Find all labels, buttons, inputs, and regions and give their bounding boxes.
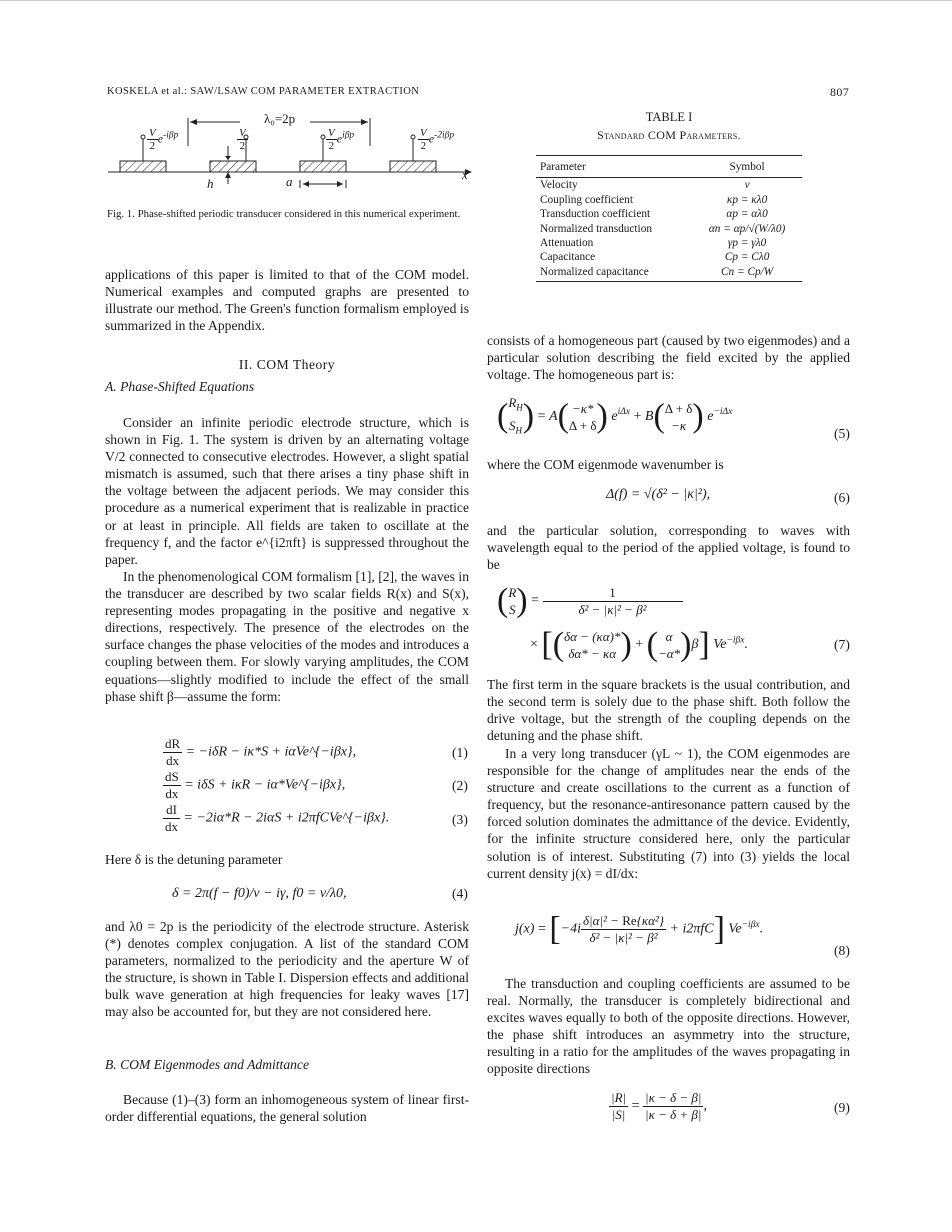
page-number: 807 — [830, 85, 850, 99]
col-header-symbol: Symbol — [729, 161, 765, 173]
right-paragraph-transduction: The transduction and coupling coefficients are assumed to be real. Normally, the transducer is completely bidirectional and excites waves equally to both of the opposite directions. However, the phase shift introduces an asymmetry into the structure, resulting in a ratio for the amplitudes of the waves propagating in opposite directions — [487, 976, 850, 1077]
paragraph-periodicity: and λ0 = 2p is the periodicity of the electrode structure. Asterisk (*) denotes complex conjugation. A list of the standard COM parameters, normalized to the periodicity and the aperture W of the structure, is shown in Table I. Dispersion effects and additional bulk wave generation at high frequencies for leaky waves [17] may also be accounted for, but they are not considered here. — [105, 919, 469, 1020]
electrode-1 — [120, 161, 166, 172]
table-row: Velocity v — [540, 179, 750, 192]
a-label: a — [286, 174, 293, 189]
subsection-b-heading: B. COM Eigenmodes and Admittance — [105, 1057, 309, 1072]
right-paragraph-eigenmode: where the COM eigenmode wavenumber is — [487, 457, 724, 472]
paragraph-detuning: Here δ is the detuning parameter — [105, 852, 283, 867]
voltage-label-2: $\frac{V}{2}$ — [239, 127, 246, 152]
equation-7-number: (7) — [834, 637, 850, 652]
equation-5: ($R_H$ $S_H) = A( -\kappa*$ Δ + δ) $e^{i\Delta x} + B(\Delta + \delta$ −κ ) $e^{-i\Delta x}$ — [497, 395, 733, 436]
equation-7-line-2: × [(δα − (κα)* δα* − κα ) + ( α −α*)β] $Ve^{-i\beta x}$. — [530, 626, 748, 663]
equation-8: j(x) = [−4i $\frac{\text{δ|α|² − Re\{κα²\}}}{\text{δ² − |κ|² − β²}}$ + i2πfC] $Ve^{-i\beta x}$. — [515, 910, 764, 948]
section-heading: II. COM Theory — [238, 357, 336, 372]
table-subtitle: Standard COM Parameters. — [597, 128, 741, 142]
equation-6-number: (6) — [834, 490, 850, 505]
equation-4: δ = 2π(f − f0)/v − iγ, f0 = v/λ0, — [172, 886, 347, 901]
top-rule — [0, 0, 952, 1]
lambda-label: λ₀=2p — [264, 111, 296, 126]
paragraph-general-solution: Because (1)–(3) form an inhomogeneous system of linear first-order differential equations, the general solution — [105, 1092, 469, 1125]
subsection-a-heading: A. Phase-Shifted Equations — [105, 379, 255, 394]
h-label: h — [207, 176, 214, 191]
equation-8-number: (8) — [834, 943, 850, 958]
equation-4-number: (4) — [452, 886, 468, 901]
equation-2-number: (2) — [452, 778, 468, 793]
equation-3-number: (3) — [452, 812, 468, 827]
right-paragraph-first-term: The first term in the square brackets is the usual contribution, and the second term is solely due to the phase shift. Both follow the drive voltage, but the strength of the coupling depends on the detuning and the phase shift. — [487, 677, 850, 744]
equation-6: Δ(f) = √(δ² − |κ|²), — [606, 487, 711, 502]
paragraph-phase-shift: Consider an infinite periodic electrode structure, which is shown in Fig. 1. The system is driven by an alternating voltage V/2 connected to consecutive electrodes. However, a slight spatial mismatch is assumed, such that there arises a tiny phase shift in the voltage between the adjacent periods. We may consider this procedure as a numerical experiment that is realizable in practice or at least in principle. All fields are taken to oscillate at the frequency f, and the factor e^{i2πft} is suppressed throughout the paper. — [105, 415, 469, 567]
equation-2: $\frac{dS}{dx}$ = iδS + iκR − iα*Ve^{−iβx}, — [165, 769, 346, 801]
figure-caption: Fig. 1. Phase-shifted periodic transducer considered in this numerical experiment. — [107, 208, 461, 220]
electrode-2 — [210, 161, 256, 172]
table-row: Capacitance Cp = Cλ0 — [540, 251, 770, 264]
table-title: TABLE I — [645, 110, 693, 124]
table-row: Coupling coefficient κp = κλ0 — [540, 193, 768, 206]
electrode-4 — [390, 161, 436, 172]
equation-1: $\frac{dR}{dx}$ = −iδR − iκ*S + iαVe^{−iβx}, — [165, 736, 357, 768]
equation-9-number: (9) — [834, 1100, 850, 1115]
table-row: Normalized capacitance Cn = Cp/W — [540, 265, 774, 278]
table-row: Transduction coefficient αp = αλ0 — [540, 208, 768, 221]
voltage-label-1: $\frac{V}{2}$ $e^{-i\beta p}$ — [149, 127, 179, 152]
equation-7-line-1: (R S) = $\frac{1}{\text{δ² − |κ|² − β²}}$ — [497, 584, 683, 618]
right-paragraph-homogeneous: consists of a homogeneous part (caused by two eigenmodes) and a particular solution describing the field excited by the applied voltage. The homogeneous part is: — [487, 333, 850, 383]
voltage-label-3: $\frac{V}{2}$ $e^{i\beta p}$ — [328, 127, 355, 152]
equation-1-number: (1) — [452, 745, 468, 760]
table-i — [536, 155, 802, 282]
left-intro-paragraph: applications of this paper is limited to that of the COM model. Numerical examples and computed graphs are presented to illustrate our method. The Green's function formalism employed is summarized in the Appendix. — [105, 267, 469, 334]
col-header-parameter: Parameter — [540, 161, 586, 173]
electrode-3 — [300, 161, 346, 172]
right-paragraph-particular: and the particular solution, corresponding to waves with wavelength equal to the period of the applied voltage, is found to be — [487, 523, 850, 573]
voltage-label-4: $\frac{V}{2}$ $e^{-2i\beta p}$ — [420, 127, 455, 152]
running-head: KOSKELA et al.: SAW/LSAW COM PARAMETER EXTRACTION — [107, 86, 420, 97]
paragraph-com-formalism: In the phenomenological COM formalism [1], [2], the waves in the transducer are described by two scalar fields R(x) and S(x), representing modes propagating in the positive and negative x directions, respectively. The presence of the electrodes on the surface changes the phase velocities of the modes and introduces a coupling between them. For slowly varying amplitudes, the COM equations—slightly modified to include the effect of the small phase shift β—assume the form: — [105, 569, 469, 704]
equation-5-number: (5) — [834, 426, 850, 441]
right-paragraph-long-transducer: In a very long transducer (γL ~ 1), the COM eigenmodes are responsible for the change of amplitudes near the ends of the structure and create oscillations to the current as a function of frequency, but the resonance-antiresonance pattern caused by the forced solution dominates the admittance of the device. Evidently, for the infinite structure considered here, only the particular solution is of interest. Substituting (7) into (3) yields the local current density j(x) = dI/dx: — [487, 746, 850, 881]
table-row: Normalized transduction αn = αp/√(W/λ0) — [540, 222, 786, 235]
equation-9: $\frac{|R|}{|S|}$ = $\frac{|\kappa - \delta - \beta|}{|\kappa - \delta + \beta|}$ , — [611, 1090, 707, 1122]
table-row: Attenuation γp = γλ0 — [540, 237, 767, 250]
x-label: x — [462, 167, 468, 182]
equation-3: $\frac{dI}{dx}$ = −2iα*R − 2iαS + i2πfCVe^{−iβx}. — [165, 802, 390, 834]
